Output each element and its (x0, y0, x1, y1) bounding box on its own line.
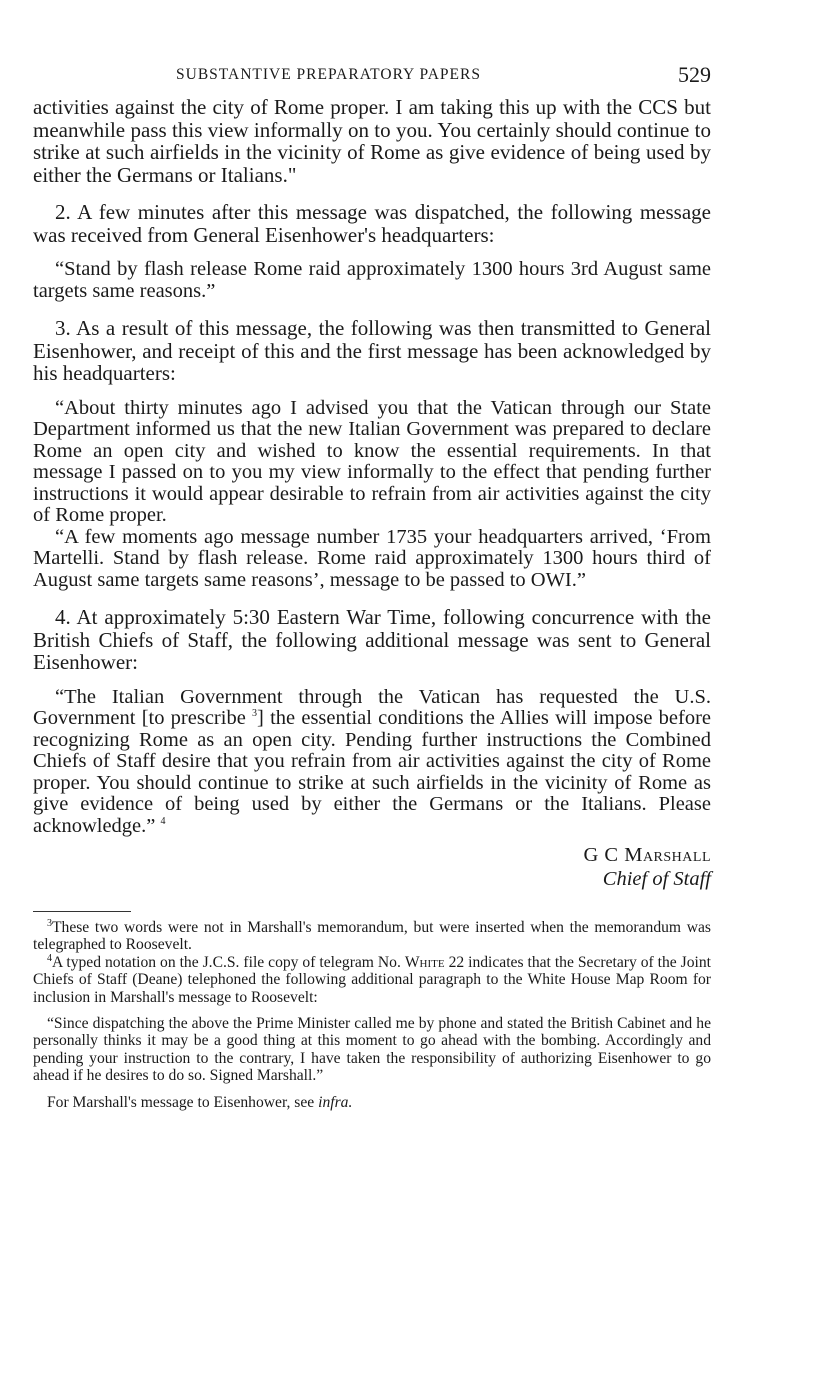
footnote-cross-reference (33, 1094, 711, 1111)
quoted-message-martelli: “A few moments ago message number 1735 your headquarters arrived, ‘From Martelli. Stand by flash release. Rome raid approximately 1300 hours third of August same targets same reasons’, message to be passed to OWI.” (33, 525, 711, 591)
signature-name: G C Marshall (583, 844, 711, 866)
signature-title: Chief of Staff (602, 868, 711, 890)
quoted-message-italian-government (33, 687, 711, 838)
paragraph-3: 3. As a result of this message, the following was then transmitted to General Eisenhower, and receipt of this and the first message has been acknowledged by his headquarters: (33, 316, 711, 385)
running-head: SUBSTANTIVE PREPARATORY PAPERS (176, 66, 481, 83)
quote-text-part-2: ] the essential conditions the Allies will impose before recognizing Rome as an open city. Pending further instructions the Combined Chiefs of Staff desire that you refrain from air activities against the city of Rome proper. You should continue to strike at such airfields in the vicinity of Rome as give evidence of being used by either the Germans or the Italians. Please acknowledge.” (33, 707, 711, 837)
quote-text-part-1: “The Italian Government through the Vatican has requested the U.S. Government [to prescribe (33, 685, 711, 729)
cross-reference-text: For Marshall's message to Eisenhower, see (47, 1093, 315, 1111)
page-number: 529 (678, 62, 711, 87)
footnote-3-text: These two words were not in Marshall's memorandum, but were inserted when the memorandum was telegraphed to Roosevelt. (33, 919, 711, 954)
footnote-3-mark: 3 (47, 917, 52, 929)
footnote-3 (33, 919, 711, 954)
footnote-divider (33, 911, 131, 912)
quoted-message-vatican: “About thirty minutes ago I advised you that the Vatican through our State Department informed us that the new Italian Government was prepared to declare Rome an open city and wished to know the essential requirements. In that message I passed on to you my view informally to the effect that pending further instructions it would appear desirable to refrain from air activities against the city of Rome proper. (33, 396, 711, 526)
document-page (33, 62, 711, 1111)
footnote-ref-3: 3 (252, 708, 258, 720)
paragraph-2: 2. A few minutes after this message was dispatched, the following message was received from General Eisenhower's headquarters: (33, 200, 711, 247)
footnote-4-mark: 4 (47, 952, 52, 964)
paragraph-continuation: activities against the city of Rome proper. I am taking this up with the CCS but meanwhile pass this view informally on to you. You certainly should continue to strike at such airfields in the vicinity of Rome as give evidence of being used by either the Germans or Italians." (33, 95, 711, 187)
footnote-4-white: White (404, 953, 445, 971)
footnote-4 (33, 954, 711, 1006)
footnote-4-quote: “Since dispatching the above the Prime Minister called me by phone and stated the British Cabinet and he personally thinks it may be a good thing at this moment to go ahead with the bombing. Accordingly and pending your instruction to the contrary, I have taken the responsibility of authorizing Eisenhower to go ahead if he desires to do so. Signed Marshall.” (33, 1015, 711, 1085)
footnote-ref-4: 4 (160, 815, 166, 827)
footnote-4-text-b: 22 indicates that the Secretary of the Joint Chiefs of Staff (Deane) telephoned the following additional paragraph to the White House Map Room for inclusion in Marshall's message to Roosevelt: (33, 953, 711, 1006)
cross-reference-infra: infra. (318, 1093, 353, 1111)
footnote-4-text-a: A typed notation on the J.C.S. file copy of telegram No. (52, 953, 401, 971)
quoted-message-flash-release: “Stand by flash release Rome raid approximately 1300 hours 3rd August same targets same reasons.” (33, 258, 711, 302)
paragraph-4: 4. At approximately 5:30 Eastern War Time, following concurrence with the British Chiefs of Staff, the following additional message was sent to General Eisenhower: (33, 605, 711, 674)
page-header (33, 62, 711, 96)
signature-block (33, 843, 711, 891)
